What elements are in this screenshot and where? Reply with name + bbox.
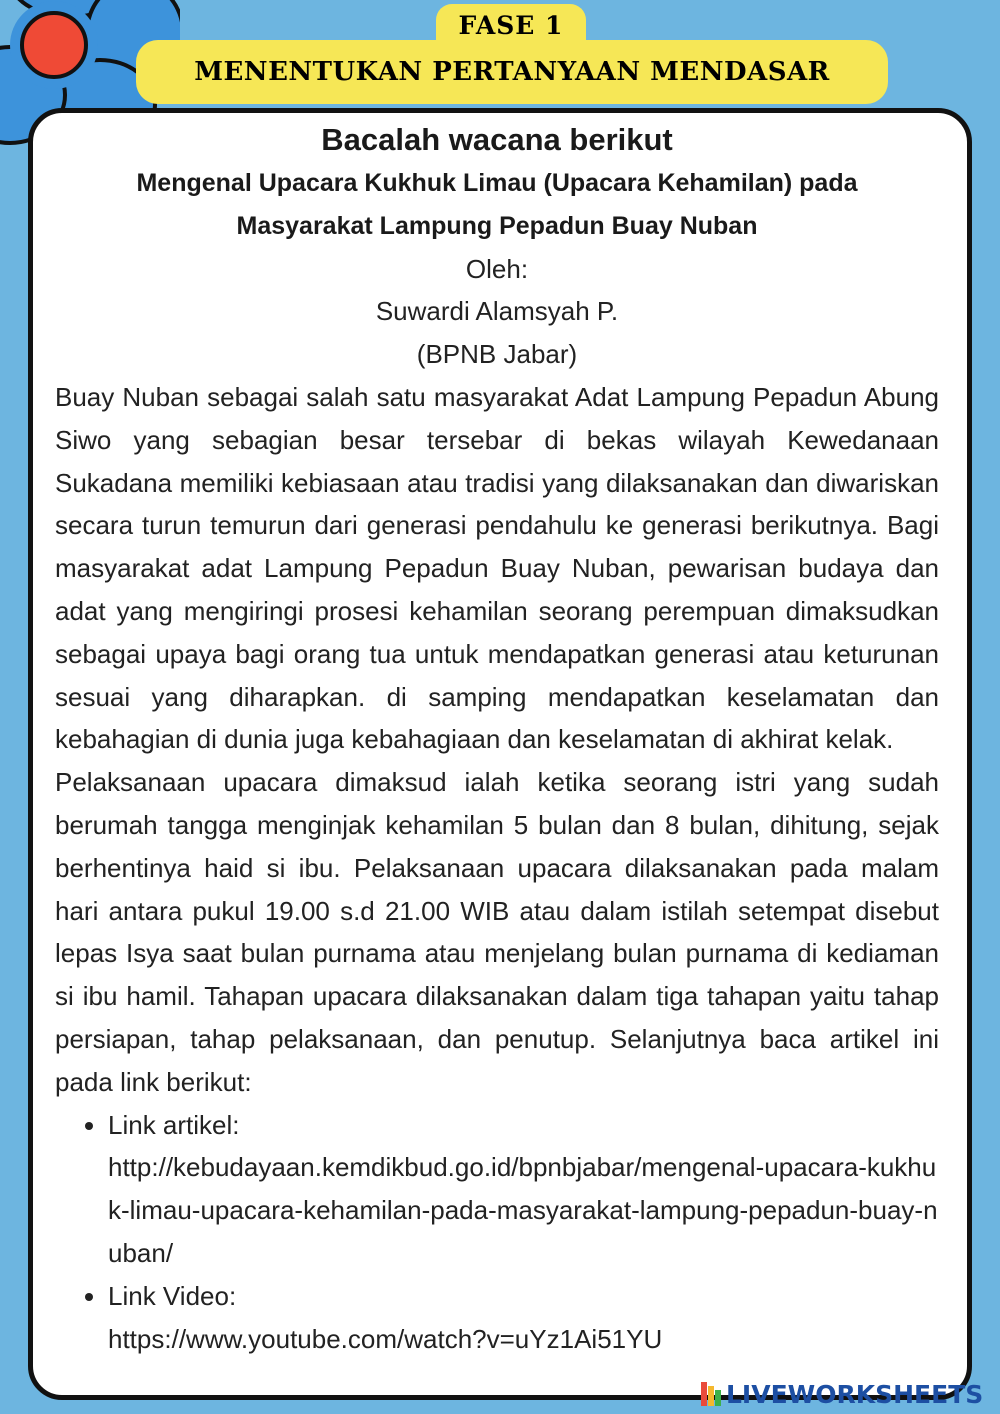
article-title-line1: Mengenal Upacara Kukhuk Limau (Upacara Kehamilan) pada	[136, 169, 858, 197]
link-list	[55, 1104, 939, 1361]
phase-banner-title: MENENTUKAN PERTANYAAN MENDASAR	[136, 40, 888, 104]
paragraph-1: Buay Nuban sebagai salah satu masyarakat Adat Lampung Pepadun Abung Siwo yang sebagian besar tersebar di bekas wilayah Kewedanaan Sukadana memiliki kebiasaan atau tradisi yang dilaksanakan dan diwariskan secara turun temurun dari generasi pendahulu ke generasi berikutnya. Bagi masyarakat adat Lampung Pepadun Buay Nuban, pewarisan budaya dan adat yang mengiringi prosesi kehamilan seorang perempuan dimaksudkan sebagai upaya bagi orang tua untuk mendapatkan generasi atau keturunan sesuai yang diharapkan. di samping mendapatkan keselamatan dan kebahagian di dunia juga kebahagiaan dan keselamatan di akhirat kelak.	[55, 381, 939, 755]
link-video-label: • Link Video:	[108, 1280, 237, 1311]
author-name: Suwardi Alamsyah P.	[375, 296, 619, 327]
link-video-url[interactable]: https://www.youtube.com/watch?v=uYz1Ai51YU	[108, 1323, 663, 1354]
article-content	[55, 118, 939, 1360]
link-article-label: • Link artikel:	[108, 1109, 240, 1140]
author-affiliation: (BPNB Jabar)	[416, 339, 578, 370]
liveworksheets-logo-icon	[700, 1380, 722, 1408]
watermark-brand: LIVEWORKSHEETS	[726, 1379, 984, 1409]
liveworksheets-watermark[interactable]	[700, 1376, 983, 1412]
article-title-line2: Masyarakat Lampung Pepadun Buay Nuban	[236, 211, 758, 240]
list-item	[108, 1104, 939, 1275]
page-heading: Bacalah wacana berikut	[321, 122, 673, 157]
phase-label: FASE 1	[436, 4, 586, 46]
list-item	[108, 1275, 939, 1361]
paragraph-2: Pelaksanaan upacara dimaksud ialah ketika seorang istri yang sudah berumah tangga menginjak kehamilan 5 bulan dan 8 bulan, dihitung, sejak berhentinya haid si ibu. Pelaksanaan upacara dilaksanakan pada malam hari antara pukul 19.00 s.d 21.00 WIB atau dalam istilah setempat disebut lepas Isya saat bulan purnama atau menjelang bulan purnama di kediaman si ibu hamil. Tahapan upacara dilaksanakan dalam tiga tahapan yaitu tahap persiapan, tahap pelaksanaan, dan penutup. Selanjutnya baca artikel ini pada link berikut:	[55, 767, 939, 1097]
link-article-url[interactable]: http://kebudayaan.kemdikbud.go.id/bpnbjabar/mengenal-upacara-kukhuk-limau-upacara-kehamilan-pada-masyarakat-lampung-pepadun-buay-nuban/	[108, 1152, 938, 1268]
byline-label: Oleh:	[465, 253, 529, 284]
